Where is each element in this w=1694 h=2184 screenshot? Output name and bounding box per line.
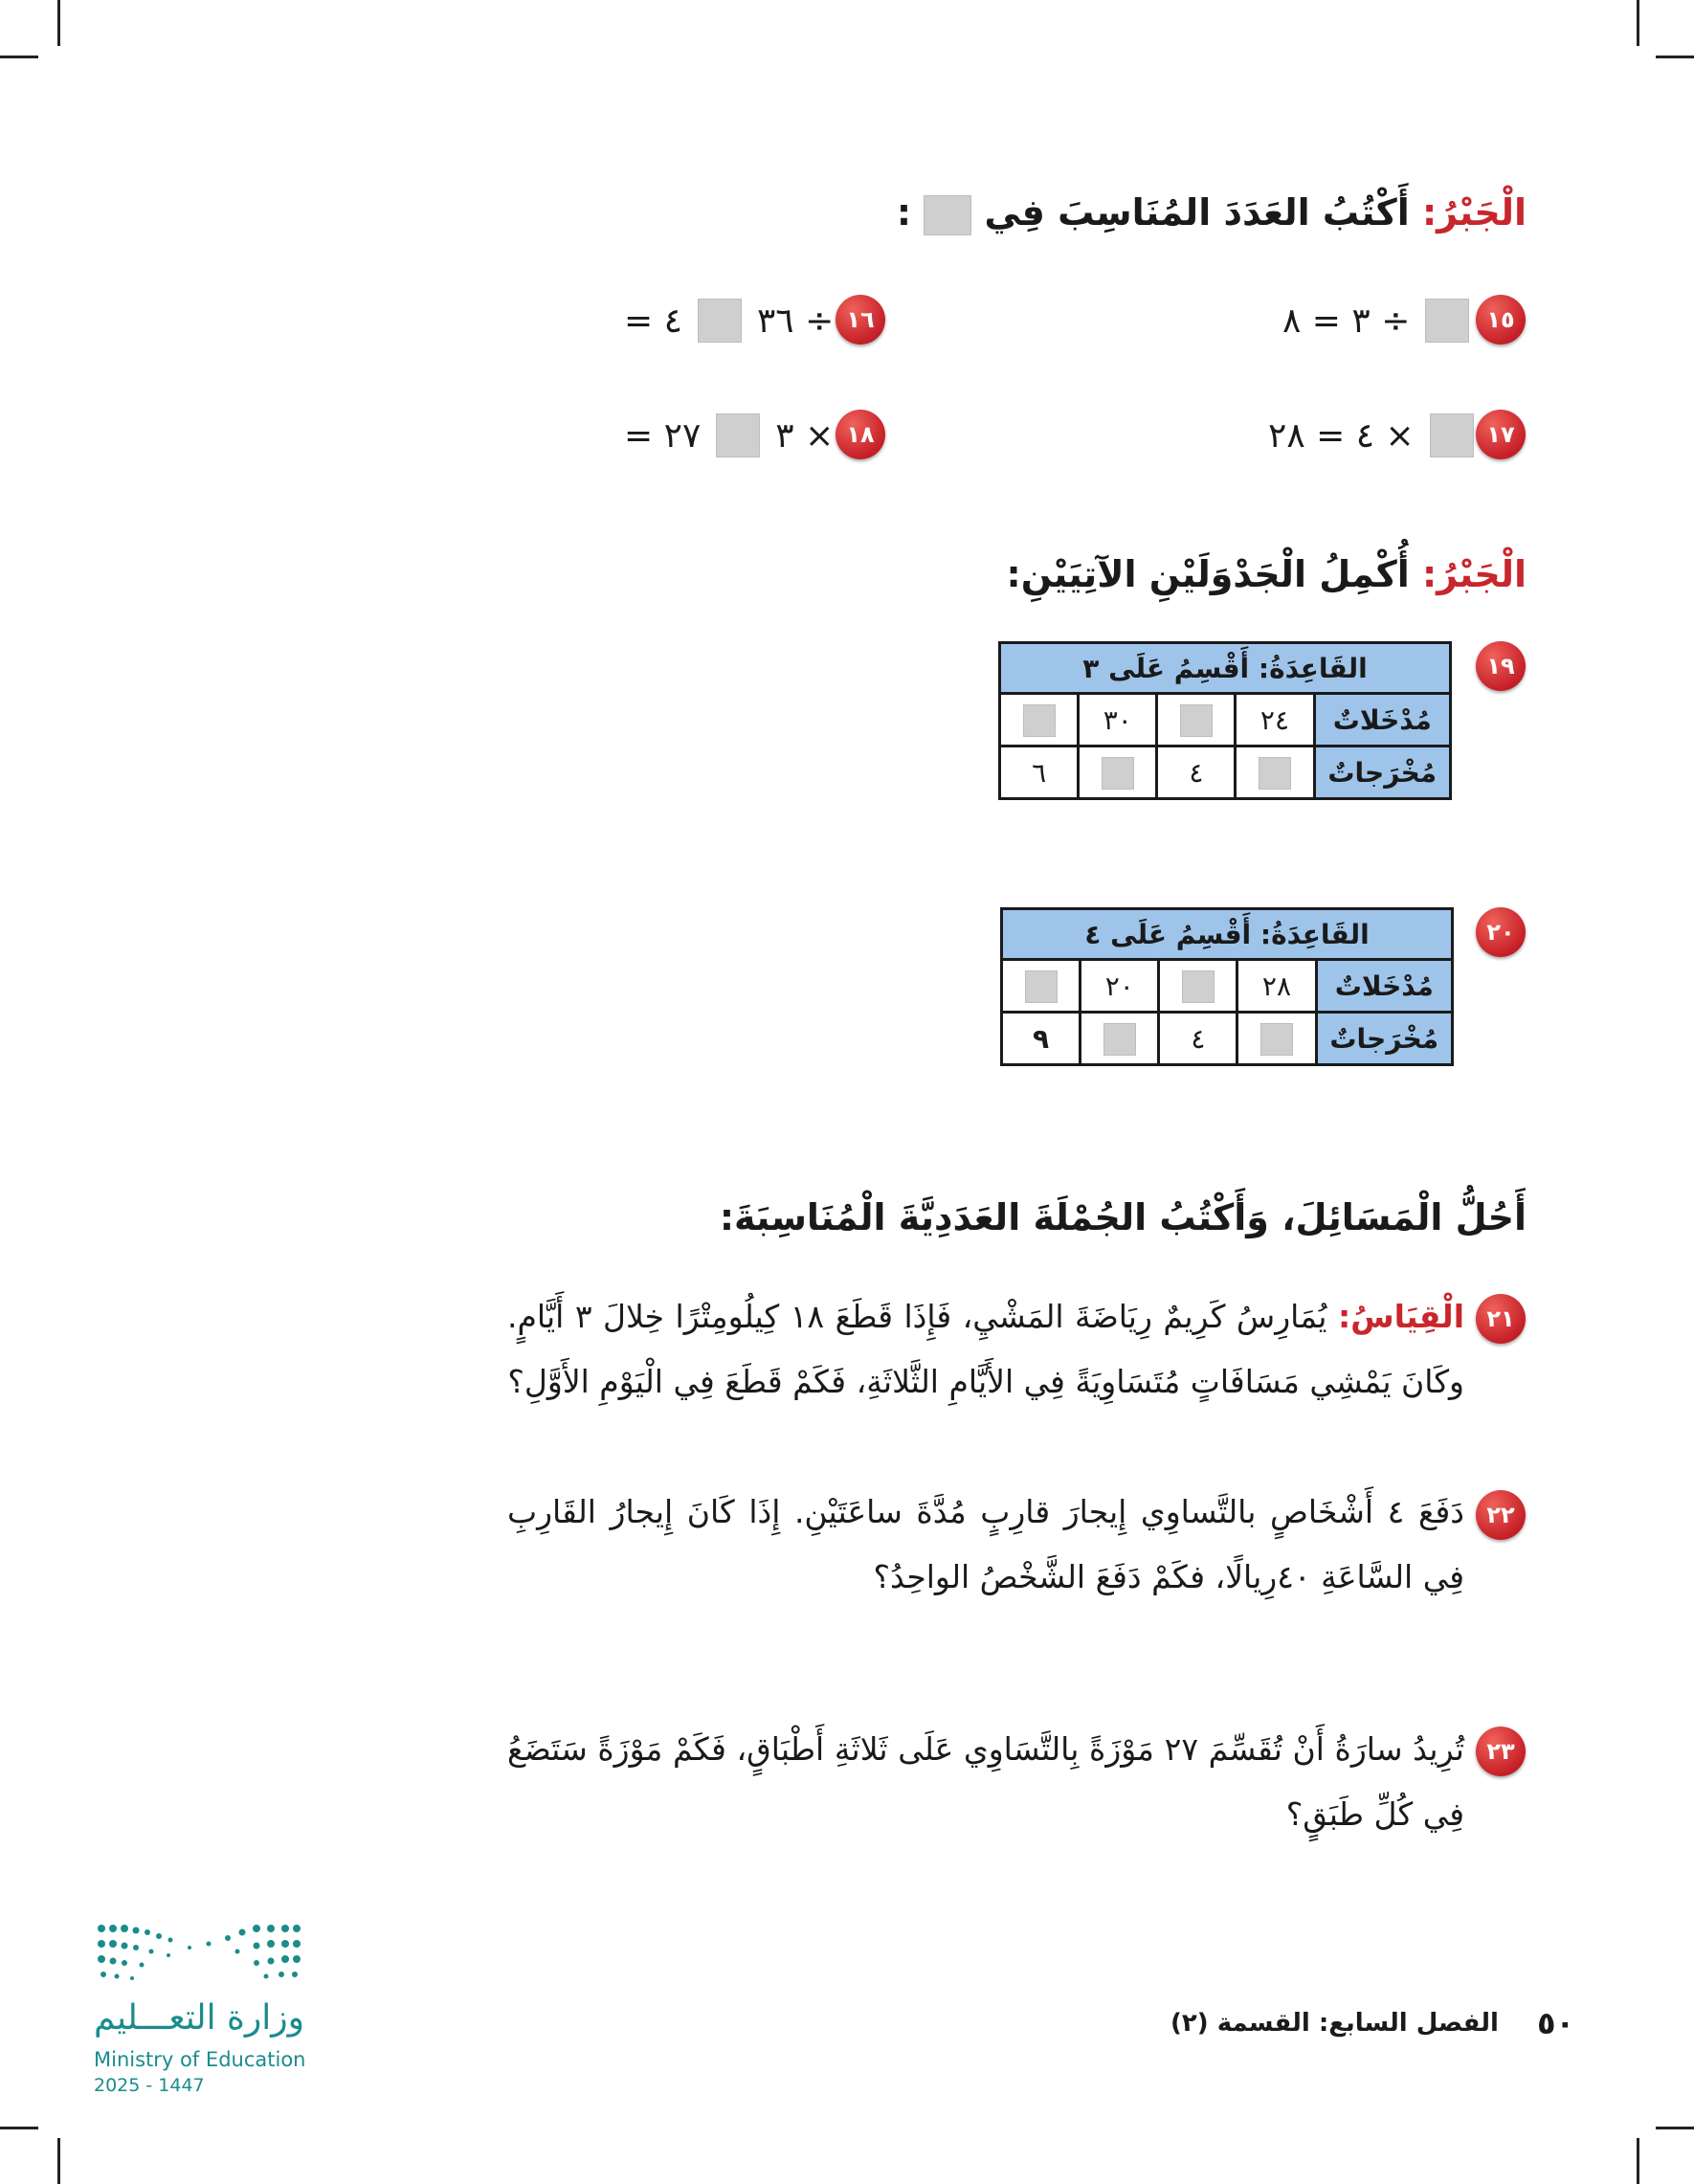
question-number-badge: ٢٣ [1476,1727,1526,1776]
output-cell-blank[interactable] [1079,747,1157,799]
section-heading-algebra-1 [897,191,1527,235]
problem-label: الْقِيَاسُ: [1337,1298,1465,1335]
crop-mark [1656,56,1694,58]
input-cell-blank[interactable] [1002,960,1081,1013]
blank-box-icon [1180,704,1213,737]
crop-mark [57,2138,60,2184]
equation-18 [624,413,834,457]
blank-box-icon [1102,757,1134,790]
equation-16 [624,299,834,343]
question-number-badge: ٢١ [1476,1294,1526,1344]
question-number-badge: ١٨ [836,410,885,459]
output-cell: ٤ [1157,747,1236,799]
crop-mark [1656,2127,1694,2129]
equation-17 [1268,413,1474,457]
equation-text: × ٣ [775,415,835,456]
input-cell: ٢٤ [1236,694,1314,747]
output-cell: ٩ [1002,1013,1081,1065]
output-cell-blank[interactable] [1237,1013,1316,1065]
inputs-label: مُدْخَلاتٌ [1316,960,1453,1013]
problem-text: دَفَعَ ٤ أَشْخَاصٍ بالتَّساوِي إِيجارَ قارِبٍ مُدَّةَ ساعَتَيْنِ. إِذَا كَانَ إِيجارُ القَارِبِ فِي السَّاعَةِ ٤٠رِيالًا، فكَمْ دَفَعَ الشَّخْصُ الواحِدُ؟ [507,1493,1464,1595]
page-number: ٥٠ [1536,2005,1574,2041]
blank-box-icon [1103,1023,1136,1056]
table-rule-title: القَاعِدَةُ: أَقْسِمُ عَلَى ٤ [1002,909,1453,960]
ministry-logo-arabic: وزارة التعـــليم [94,1998,305,2038]
output-cell: ٤ [1159,1013,1237,1065]
crop-mark [57,0,60,46]
blank-box-icon [1025,970,1058,1003]
input-cell-blank[interactable] [1157,694,1236,747]
answer-blank[interactable] [698,299,742,343]
table-rule-title: القَاعِدَةُ: أَقْسِمُ عَلَى ٣ [1000,643,1451,694]
input-cell: ٣٠ [1079,694,1157,747]
answer-blank[interactable] [1425,299,1469,343]
question-number-badge: ١٧ [1476,410,1526,459]
ministry-logo-english: Ministry of Education [94,2048,306,2071]
equation-text: ÷ ٣ = ٨ [1282,301,1411,341]
blank-box-icon [924,195,971,235]
question-number-badge: ١٩ [1476,641,1526,691]
output-cell-blank[interactable] [1081,1013,1159,1065]
section-label: الْجَبْرُ: [1421,553,1527,595]
equation-text: ÷ ٣٦ [756,301,835,341]
outputs-label: مُخْرَجاتٌ [1316,1013,1453,1065]
outputs-label: مُخْرَجاتٌ [1314,747,1451,799]
input-cell: ٢٠ [1081,960,1159,1013]
blank-box-icon [1260,1023,1293,1056]
ministry-logo-year: 2025 - 1447 [94,2075,205,2096]
output-cell: ٦ [1000,747,1079,799]
equation-result: ٤ = [624,301,682,341]
equation-result: ٢٧ = [624,415,702,456]
input-cell-blank[interactable] [1000,694,1079,747]
blank-box-icon [1023,704,1056,737]
ministry-logo-dots-icon [94,1919,304,1991]
problem-text: تُرِيدُ سارَةُ أَنْ تُقَسِّمَ ٢٧ مَوْزَةً بِالتَّسَاوِي عَلَى ثَلاثَةِ أَطْبَاقٍ، فَكَمْ مَوْزَةً سَتَضَعُ فِي كُلِّ طَبَقٍ؟ [507,1730,1464,1833]
question-number-badge: ١٦ [836,295,885,345]
question-number-badge: ١٥ [1476,295,1526,345]
section-label: الْجَبْرُ: [1421,191,1527,234]
output-cell-blank[interactable] [1236,747,1314,799]
crop-mark [1637,0,1639,46]
question-number-badge: ٢٠ [1476,907,1526,957]
blank-box-icon [1182,970,1215,1003]
blank-box-icon [1259,757,1291,790]
section-instruction: أُكْمِلُ الْجَدْوَلَيْنِ الآتِيَيْنِ: [1006,553,1410,595]
equation-text: × ٤ = ٢٨ [1268,415,1415,456]
page-footer [1170,2005,1574,2041]
answer-blank[interactable] [716,413,760,457]
question-number-badge: ٢٢ [1476,1490,1526,1540]
section-heading-algebra-2 [1007,553,1527,595]
input-cell: ٢٨ [1237,960,1316,1013]
crop-mark [0,56,38,58]
answer-blank[interactable] [1430,413,1474,457]
section-instruction: أَحُلُّ الْمَسَائِلَ، وَأَكْتُبُ الجُمْلَةَ العَدَدِيَّةَ الْمُنَاسِبَةَ: [719,1196,1527,1238]
function-table-19 [998,641,1452,800]
section-heading-problems [720,1196,1527,1238]
problem-text: يُمَارِسُ كَرِيمٌ رِيَاضَةَ المَشْيِ، فَإِذَا قَطَعَ ١٨ كِيلُومِتْرًا خِلالَ ٣ أَيَّامٍ. وكَانَ يَمْشِي مَسَافَاتٍ مُتَسَاوِيَةً فِي الأَيَّامِ الثَّلاثَةِ، فَكَمْ قَطَعَ فِي الْيَوْمِ الأَوَّلِ؟ [507,1298,1464,1400]
problem-22 [507,1480,1464,1610]
section-instruction: أَكْتُبُ العَدَدَ المُنَاسِبَ فِي [984,191,1410,234]
crop-mark [1637,2138,1639,2184]
problem-23 [507,1717,1464,1847]
function-table-20 [1000,907,1454,1066]
footer-chapter: الفصل السابع: القسمة (٢) [1170,2009,1499,2038]
input-cell-blank[interactable] [1159,960,1237,1013]
equation-15 [1282,299,1469,343]
problem-21 [507,1284,1464,1415]
crop-mark [0,2127,38,2129]
inputs-label: مُدْخَلاتٌ [1314,694,1451,747]
section-colon: : [896,191,912,234]
